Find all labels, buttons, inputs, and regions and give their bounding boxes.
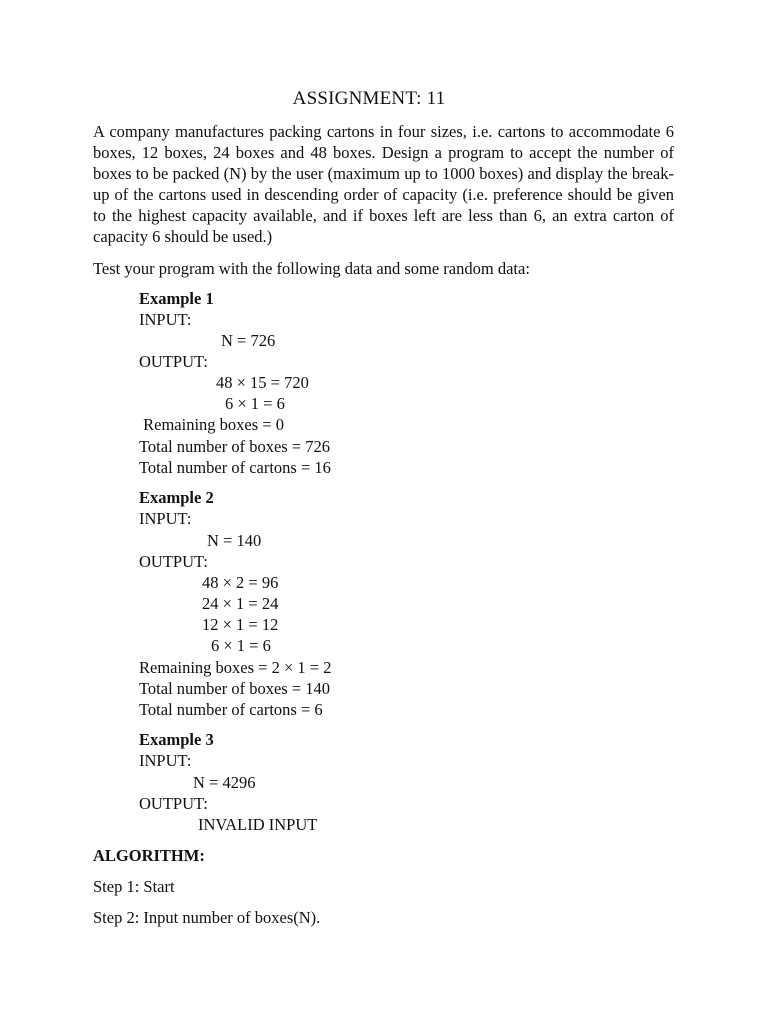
input-value: N = 726 xyxy=(221,331,276,350)
total-boxes: Total number of boxes = 140 xyxy=(139,679,330,698)
output-line: 6 × 1 = 6 xyxy=(211,636,271,655)
total-boxes: Total number of boxes = 726 xyxy=(139,437,330,456)
test-instruction: Test your program with the following data and some random data: xyxy=(93,259,530,278)
input-label: INPUT: xyxy=(139,310,192,329)
output-line: 48 × 2 = 96 xyxy=(202,573,279,592)
remaining-boxes: Remaining boxes = 2 × 1 = 2 xyxy=(139,658,332,677)
input-label: INPUT: xyxy=(139,509,192,528)
output-line: INVALID INPUT xyxy=(198,815,318,834)
example-heading: Example 3 xyxy=(139,730,214,749)
output-label: OUTPUT: xyxy=(139,352,208,371)
output-line: 48 × 15 = 720 xyxy=(216,373,309,392)
input-value: N = 140 xyxy=(207,531,262,550)
problem-statement: A company manufactures packing cartons in four sizes, i.e. cartons to accommodate 6 boxes, 12 boxes, 24 boxes and 48 boxes. Design a program to accept the number of boxes to be packed (N) by the user (maximum up to 1000 boxes) and display the break-up of the cartons used in descending order of capacity (i.e. preference should be given to the highest capacity available, and if boxes left are less than 6, an extra carton of capacity 6 should be used.) xyxy=(93,122,674,246)
output-label: OUTPUT: xyxy=(139,552,208,571)
output-label: OUTPUT: xyxy=(139,794,208,813)
algorithm-step: Step 2: Input number of boxes(N). xyxy=(93,908,321,927)
total-cartons: Total number of cartons = 16 xyxy=(139,458,331,477)
total-cartons: Total number of cartons = 6 xyxy=(139,700,323,719)
output-line: 6 × 1 = 6 xyxy=(225,394,285,413)
example-heading: Example 1 xyxy=(139,289,214,308)
output-line: 12 × 1 = 12 xyxy=(202,615,279,634)
algorithm-step: Step 1: Start xyxy=(93,877,175,896)
input-label: INPUT: xyxy=(139,751,192,770)
example-heading: Example 2 xyxy=(139,488,214,507)
remaining-boxes: Remaining boxes = 0 xyxy=(139,415,284,434)
algorithm-heading: ALGORITHM: xyxy=(93,846,205,865)
assignment-title: ASSIGNMENT: 11 xyxy=(292,88,446,109)
input-value: N = 4296 xyxy=(193,773,256,792)
output-line: 24 × 1 = 24 xyxy=(202,594,279,613)
